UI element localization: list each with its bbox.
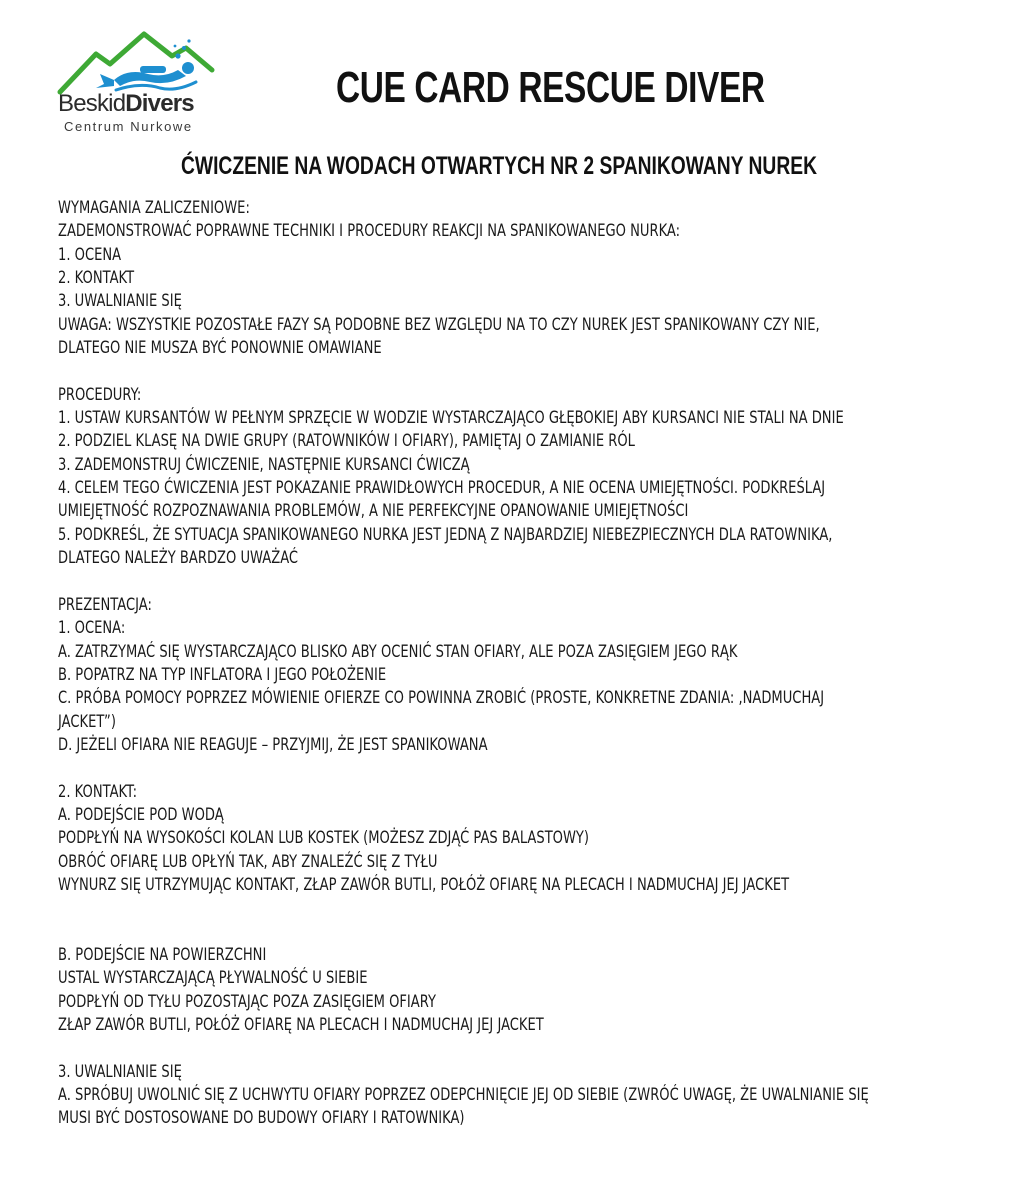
text-line: DLATEGO NALEŻY BARDZO UWAŻAĆ [58,548,299,569]
text-line: PREZENTACJA: [58,594,152,615]
blank-line [58,897,959,920]
text-line: A. ZATRZYMAĆ SIĘ WYSTARCZAJĄCO BLISKO ABY OCENIĆ STAN OFIARY, ALE POZA ZASIĘGIEM JEGO RĄK [58,641,738,662]
text-line: 1. OCENA: [58,618,126,639]
text-line: 2. KONTAKT: [58,781,138,802]
blank-line [58,1037,959,1060]
logo-brand-bold: Divers [125,90,194,117]
text-line: 1. USTAW KURSANTÓW W PEŁNYM SPRZĘCIE W WODZIE WYSTARCZAJĄCO GŁĘBOKIEJ ABY KURSANCI NIE STALI NA DNIE [58,408,844,429]
text-line: PROCEDURY: [58,384,142,405]
text-line: 1. OCENA [58,244,122,265]
blank-line [58,921,959,944]
text-line: 2. KONTAKT [58,268,135,289]
text-line: PODPŁYŃ OD TYŁU POZOSTAJĄC POZA ZASIĘGIEM OFIARY [58,991,436,1012]
text-line: WYNURZ SIĘ UTRZYMUJĄC KONTAKT, ZŁAP ZAWÓR BUTLI, POŁÓŻ OFIARĘ NA PLECACH I NADMUCHAJ JEJ JACKET [58,874,790,895]
text-line: B. POPATRZ NA TYP INFLATORA I JEGO POŁOŻENIE [58,664,387,685]
exercise-subtitle: ĆWICZENIE NA WODACH OTWARTYCH NR 2 SPANIKOWANY NUREK [181,152,817,180]
text-line: A. SPRÓBUJ UWOLNIĆ SIĘ Z UCHWYTU OFIARY POPRZEZ ODEPCHNIĘCIE JEJ OD SIEBIE (ZWRÓĆ UWAGĘ, ŻE UWALNIANIE SIĘ [58,1085,869,1106]
text-line: 2. PODZIEL KLASĘ NA DWIE GRUPY (RATOWNIKÓW I OFIARY), PAMIĘTAJ O ZAMIANIE RÓL [58,431,635,452]
text-line: 3. UWALNIANIE SIĘ [58,291,182,312]
text-line: ZADEMONSTROWAĆ POPRAWNE TECHNIKI I PROCEDURY REAKCJI NA SPANIKOWANEGO NURKA: [58,221,681,242]
blank-line [58,757,959,780]
text-line: 4. CELEM TEGO ĆWICZENIA JEST POKAZANIE PRAWIDŁOWYCH PROCEDUR, A NIE OCENA UMIEJĘTNOŚCI. PODKREŚLAJ [58,478,826,499]
text-line: WYMAGANIA ZALICZENIOWE: [58,198,250,218]
logo-brand-text [58,90,194,118]
text-line: ZŁAP ZAWÓR BUTLI, POŁÓŻ OFIARĘ NA PLECACH I NADMUCHAJ JEJ JACKET [58,1015,544,1036]
text-line: D. JEŻELI OFIARA NIE REAGUJE – PRZYJMIJ, ŻE JEST SPANIKOWANA [58,734,488,755]
text-line: 5. PODKREŚL, ŻE SYTUACJA SPANIKOWANEGO NURKA JEST JEDNĄ Z NAJBARDZIEJ NIEBEZPIECZNYCH DLA RATOWNIKA, [58,524,833,545]
text-line: UWAGA: WSZYSTKIE POZOSTAŁE FAZY SĄ PODOBNE BEZ WZGLĘDU NA TO CZY NUREK JEST SPANIKOWANY CZY NIE, [58,314,820,335]
text-line: C. PRÓBA POMOCY POPRZEZ MÓWIENIE OFIERZE CO POWINNA ZROBIĆ (PROSTE, KONKRETNE ZDANIA: ‚NADMUCHAJ [58,688,825,709]
text-line: USTAL WYSTARCZAJĄCĄ PŁYWALNOŚĆ U SIEBIE [58,968,368,989]
text-line: 3. UWALNIANIE SIĘ [58,1061,182,1082]
text-line: DLATEGO NIE MUSZA BYĆ PONOWNIE OMAWIANE [58,338,382,359]
cue-card-body [58,197,959,1131]
text-line: B. PODEJŚCIE NA POWIERZCHNI [58,945,267,965]
beskid-divers-logo [56,30,216,136]
text-line: PODPŁYŃ NA WYSOKOŚCI KOLAN LUB KOSTEK (MOŻESZ ZDJĄĆ PAS BALASTOWY) [58,828,590,849]
text-line: UMIEJĘTNOŚĆ ROZPOZNAWANIA PROBLEMÓW, A NIE PERFEKCYJNE OPANOWANIE UMIEJĘTNOŚCI [58,501,689,522]
page-title: CUE CARD RESCUE DIVER [336,63,765,112]
logo-brand-regular: Beskid [58,90,126,117]
text-line: 3. ZADEMONSTRUJ ĆWICZENIE, NASTĘPNIE KURSANCI ĆWICZĄ [58,454,470,475]
blank-line [58,360,959,383]
blank-line [58,571,959,594]
text-line: A. PODEJŚCIE POD WODĄ [58,804,224,825]
text-line: JACKET”) [58,711,116,732]
text-line: OBRÓĆ OFIARĘ LUB OPŁYŃ TAK, ABY ZNALEŹĆ SIĘ Z TYŁU [58,851,438,872]
text-line: MUSI BYĆ DOSTOSOWANE DO BUDOWY OFIARY I RATOWNIKA) [58,1108,465,1129]
logo-tagline: Centrum Nurkowe [64,119,193,134]
